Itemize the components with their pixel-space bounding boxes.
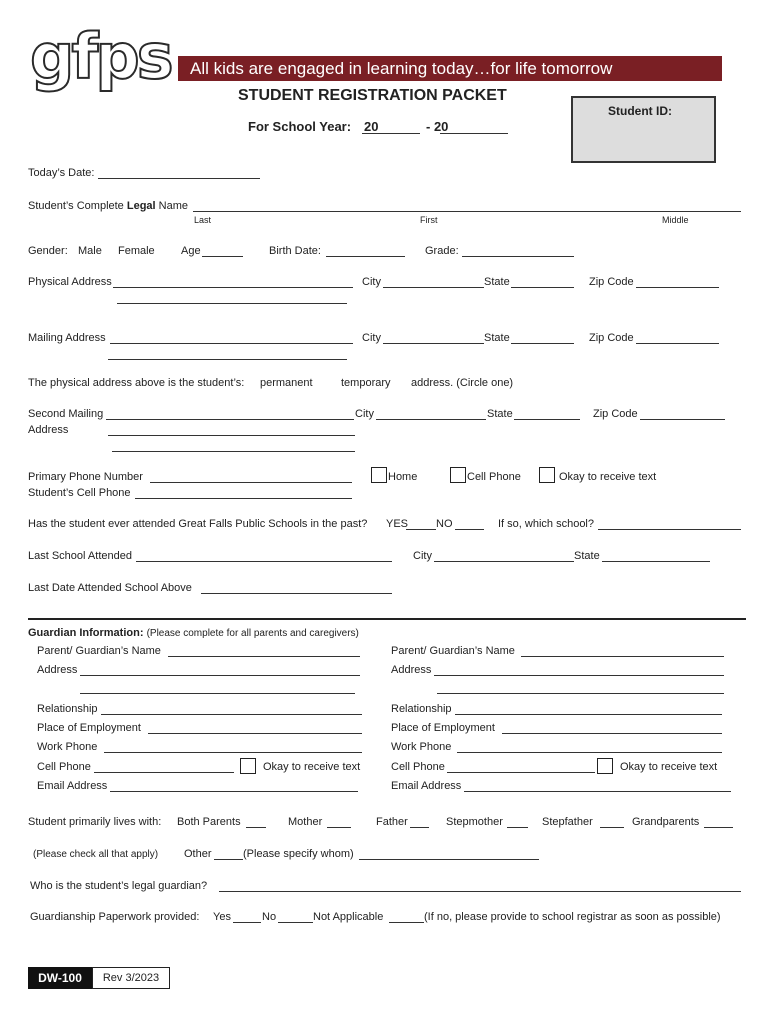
guardian1-work-phone-label: Work Phone [37,741,98,753]
guardian1-okay-text-checkbox[interactable] [240,758,256,774]
legal-name-label [28,200,188,213]
last-school-label: Last School Attended [28,550,132,562]
guardian1-email-label: Email Address [37,780,108,792]
lives-with-father-line[interactable] [410,827,429,828]
attended-no: NO [436,518,453,530]
guardian2-work-phone-label: Work Phone [391,741,452,753]
guardian1-cell-label: Cell Phone [37,761,91,773]
guardian2-name-label: Parent/ Guardian’s Name [391,645,515,657]
guardian2-email-label: Email Address [391,780,462,792]
mailing-state-label: State [484,332,510,344]
legal-name-prefix: Student’s Complete [28,200,127,212]
guardian1-name-label: Parent/ Guardian’s Name [37,645,161,657]
guardian2-cell-label: Cell Phone [391,761,445,773]
guardian-section-title: Guardian Information: [28,627,144,639]
lives-with-both-line[interactable] [246,827,266,828]
legal-name-suffix: Name [155,200,188,212]
gender-label: Gender: [28,245,68,257]
tagline: All kids are engaged in learning today…for life tomorrow [190,59,613,78]
circle-one-note: address. (Circle one) [411,377,514,389]
student-id-label: Student ID: [608,104,672,118]
mailing-state-line[interactable] [511,343,574,344]
guardian2-relationship-line[interactable] [455,714,722,715]
paperwork-no: No [262,911,277,923]
last-date-label: Last Date Attended School Above [28,582,192,594]
which-school-label: If so, which school? [498,518,594,530]
physical-city-line[interactable] [383,287,484,288]
specify-whom-label: (Please specify whom) [243,848,354,860]
address-temporary[interactable]: temporary [341,377,391,389]
lives-with-grandparents-line[interactable] [704,827,733,828]
second-state-line[interactable] [514,419,580,420]
form-number: DW-100 [28,967,92,989]
age-line[interactable] [202,256,243,257]
second-mailing-line[interactable] [106,419,354,420]
guardian2-relationship-label: Relationship [391,703,452,715]
student-cell-label: Student’s Cell Phone [28,487,131,499]
primary-phone-line[interactable] [150,482,352,483]
page-title: STUDENT REGISTRATION PACKET [238,87,507,104]
mailing-address-label: Mailing Address [28,332,106,344]
address-permanent[interactable]: permanent [260,377,313,389]
name-last-caption: Last [194,215,212,225]
mailing-city-line[interactable] [383,343,484,344]
guardian1-address-line[interactable] [80,675,360,676]
physical-zip-label: Zip Code [589,276,634,288]
lives-with-other-line[interactable] [214,859,243,860]
last-school-city-label: City [413,550,432,562]
school-year-label: For School Year: [248,119,352,134]
guardian2-email-line[interactable] [464,791,731,792]
name-middle-caption: Middle [662,215,689,225]
second-mailing-line-2[interactable] [108,435,355,436]
lives-with-stepfather: Stepfather [542,816,593,828]
second-zip-line[interactable] [640,419,725,420]
paperwork-na-line[interactable] [389,922,424,923]
legal-name-line[interactable] [193,211,741,212]
birth-date-line[interactable] [326,256,405,257]
guardian1-employment-line[interactable] [148,733,362,734]
home-label: Home [388,471,418,483]
guardian1-work-phone-line[interactable] [104,752,362,753]
paperwork-label: Guardianship Paperwork provided: [30,911,200,923]
guardian2-address-line[interactable] [434,675,724,676]
okay-text-checkbox[interactable] [539,467,555,483]
year-start: 20 [364,119,379,134]
cell-phone-label: Cell Phone [467,471,521,483]
paperwork-yes: Yes [213,911,231,923]
lives-with-mother: Mother [288,816,323,828]
mailing-zip-label: Zip Code [589,332,634,344]
guardian-section-heading [28,627,359,640]
student-cell-line[interactable] [135,498,352,499]
legal-guardian-question: Who is the student’s legal guardian? [30,880,208,892]
lives-with-stepfather-line[interactable] [600,827,624,828]
gfps-logo: gfps [30,20,171,93]
guardian1-relationship-label: Relationship [37,703,98,715]
todays-date-label: Today’s Date: [28,167,95,179]
paperwork-yes-line[interactable] [233,922,261,923]
last-school-line[interactable] [136,561,392,562]
guardian2-employment-label: Place of Employment [391,722,495,734]
second-city-line[interactable] [376,419,486,420]
physical-state-line[interactable] [511,287,574,288]
guardian1-relationship-line[interactable] [101,714,362,715]
physical-address-label: Physical Address [28,276,112,288]
physical-zip-line[interactable] [636,287,719,288]
guardian2-okay-text-checkbox[interactable] [597,758,613,774]
guardian1-employment-label: Place of Employment [37,722,141,734]
home-checkbox[interactable] [371,467,387,483]
paperwork-no-line[interactable] [278,922,313,923]
mailing-city-label: City [362,332,381,344]
last-school-state-line[interactable] [602,561,710,562]
guardian1-name-line[interactable] [168,656,360,657]
physical-address-line-2[interactable] [117,303,347,304]
section-divider [28,618,746,620]
year-sep: - 20 [426,119,449,134]
attended-yes: YES [386,518,409,530]
second-state-label: State [487,408,513,420]
lives-with-other: Other [184,848,212,860]
guardian1-cell-line[interactable] [94,772,234,773]
guardian2-employment-line[interactable] [502,733,722,734]
gender-male[interactable]: Male [78,245,102,257]
which-school-line[interactable] [598,529,741,530]
guardian1-address-line-2[interactable] [80,693,355,694]
physical-city-label: City [362,276,381,288]
attended-yes-line[interactable] [406,529,436,530]
last-school-city-line[interactable] [434,561,574,562]
age-label: Age [181,245,201,257]
second-zip-label: Zip Code [593,408,638,420]
lives-with-label: Student primarily lives with: [28,816,162,828]
guardian2-work-phone-line[interactable] [457,752,722,753]
grade-line[interactable] [462,256,574,257]
guardian1-email-line[interactable] [110,791,358,792]
guardian2-cell-line[interactable] [447,772,595,773]
guardian1-address-label: Address [37,664,78,676]
second-city-label: City [355,408,374,420]
mailing-zip-line[interactable] [636,343,719,344]
paperwork-note: (If no, please provide to school registrar as soon as possible) [424,911,721,923]
gender-female[interactable]: Female [118,245,155,257]
lives-with-grandparents: Grandparents [632,816,700,828]
attended-question: Has the student ever attended Great Falls Public Schools in the past? [28,518,368,530]
address-type-label: The physical address above is the student’s: [28,377,245,389]
last-school-state-label: State [574,550,600,562]
legal-name-bold: Legal [126,200,156,212]
year-end-line[interactable] [440,133,508,134]
guardian2-address-label: Address [391,664,432,676]
last-date-line[interactable] [201,593,392,594]
birth-date-label: Birth Date: [269,245,321,257]
guardian2-okay-text-label: Okay to receive text [620,761,718,773]
attended-no-line[interactable] [455,529,484,530]
guardian-section-note: (Please complete for all parents and caregivers) [146,628,359,639]
cell-phone-checkbox[interactable] [450,467,466,483]
second-mailing-label: Second Mailing [28,408,104,420]
specify-whom-line[interactable] [359,859,539,860]
lives-with-mother-line[interactable] [327,827,351,828]
second-mailing-line-3[interactable] [112,451,355,452]
year-start-line[interactable] [362,133,420,134]
lives-with-stepmother-line[interactable] [507,827,528,828]
lives-with-father: Father [376,816,408,828]
revision-date: Rev 3/2023 [92,967,170,989]
guardian2-address-line-2[interactable] [437,693,724,694]
guardian1-okay-text-label: Okay to receive text [263,761,361,773]
physical-address-line[interactable] [113,287,353,288]
name-first-caption: First [420,215,438,225]
mailing-address-line[interactable] [110,343,353,344]
legal-guardian-line[interactable] [219,891,741,892]
lives-with-stepmother: Stepmother [446,816,503,828]
paperwork-na: Not Applicable [313,911,384,923]
todays-date-line[interactable] [98,178,260,179]
mailing-address-line-2[interactable] [108,359,347,360]
second-mailing-address-label: Address [28,424,69,436]
guardian2-name-line[interactable] [521,656,724,657]
primary-phone-label: Primary Phone Number [28,471,143,483]
grade-label: Grade: [425,245,459,257]
check-all-note: (Please check all that apply) [33,849,159,860]
physical-state-label: State [484,276,510,288]
okay-text-label: Okay to receive text [559,471,657,483]
lives-with-both: Both Parents [177,816,241,828]
